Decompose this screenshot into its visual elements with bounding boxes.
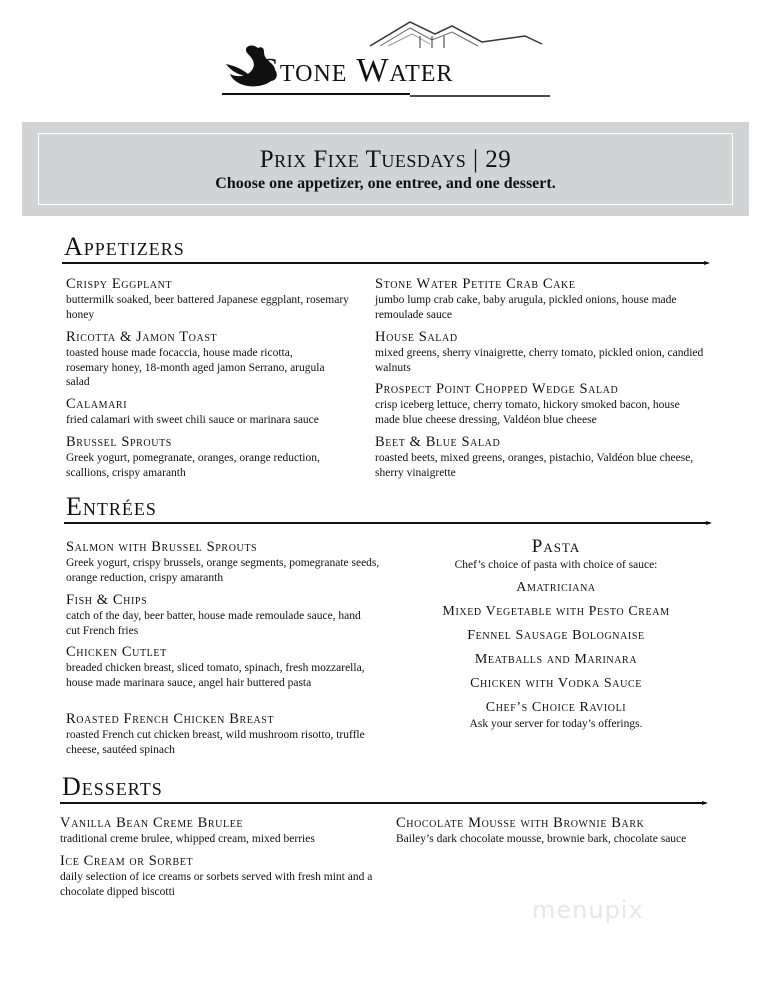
item-description: Bailey’s dark chocolate mousse, brownie bark, chocolate sauce — [396, 833, 687, 845]
menu-item — [375, 276, 690, 322]
pasta-option: Fennel Sausage Bolognaise — [467, 628, 645, 643]
pasta-title: Pasta — [531, 536, 581, 557]
desserts-heading: Desserts — [62, 772, 163, 801]
menu-item — [375, 381, 695, 427]
item-description: jumbo lump crab cake, baby arugula, pickled onions, house made remoulade sauce — [375, 294, 677, 321]
item-name: Brussel Sprouts — [66, 434, 172, 450]
pasta-option: Chicken with Vodka Sauce — [470, 676, 642, 691]
pasta-note: Ask your server for today’s offerings. — [469, 718, 643, 730]
pasta-option: Mixed Vegetable with Pesto Cream — [442, 604, 670, 619]
item-name: Roasted French Chicken Breast — [66, 711, 275, 727]
pasta-option: Chef’s Choice Ravioli — [485, 700, 627, 715]
item-name: Crispy Eggplant — [66, 276, 173, 292]
menu-item — [66, 592, 371, 638]
menu-item — [375, 329, 705, 375]
item-description: roasted French cut chicken breast, wild mushroom risotto, truffle cheese, sautéed spinach — [66, 729, 365, 756]
item-name: Chicken Cutlet — [66, 644, 167, 660]
item-name: Beet & Blue Salad — [375, 434, 501, 450]
menu-item — [60, 853, 385, 899]
menu-item — [66, 396, 366, 428]
item-description: Greek yogurt, pomegranate, oranges, orange reduction, scallions, crispy amaranth — [66, 452, 320, 479]
stone-water-logo — [220, 14, 555, 104]
menu-item — [60, 815, 380, 847]
item-name: Prospect Point Chopped Wedge Salad — [375, 381, 619, 397]
item-name: Vanilla Bean Creme Brulee — [60, 815, 244, 831]
pasta-subtitle: Chef’s choice of pasta with choice of sauce: — [454, 559, 658, 571]
appetizers-rule — [62, 262, 708, 264]
item-name: Calamari — [66, 396, 128, 412]
item-description: crisp iceberg lettuce, cherry tomato, hickory smoked bacon, house made blue cheese dressing, Valdéon blue cheese — [375, 399, 680, 426]
menu-item — [66, 434, 361, 480]
item-name: Salmon with Brussel Sprouts — [66, 539, 258, 555]
item-name: Chocolate Mousse with Brownie Bark — [396, 815, 645, 831]
item-name: Fish & Chips — [66, 592, 148, 608]
item-description: breaded chicken breast, sliced tomato, spinach, fresh mozzarella, house made marinara sauce, angel hair buttered pasta — [66, 662, 365, 689]
item-description: catch of the day, beer batter, house made remoulade sauce, hand cut French fries — [66, 610, 361, 637]
desserts-rule — [60, 802, 706, 804]
item-description: fried calamari with sweet chili sauce or marinara sauce — [66, 414, 319, 426]
pasta-option: Meatballs and Marinara — [474, 652, 638, 667]
banner-subtitle: Choose one appetizer, one entree, and one dessert. — [215, 175, 556, 192]
item-name: Ricotta & Jamon Toast — [66, 329, 218, 345]
menu-item — [66, 644, 376, 690]
menu-item — [66, 329, 326, 390]
appetizers-heading: Appetizers — [64, 232, 185, 261]
banner-title: Prix Fixe Tuesdays | 29 — [259, 146, 512, 173]
item-description: traditional creme brulee, whipped cream, mixed berries — [60, 833, 315, 845]
menu-item — [375, 434, 700, 480]
pasta-section — [420, 536, 692, 731]
menu-item — [66, 539, 386, 585]
item-description: buttermilk soaked, beer battered Japanese eggplant, rosemary honey — [66, 294, 349, 321]
item-description: Greek yogurt, crispy brussels, orange segments, pomegranate seeds, orange reduction, crispy amaranth — [66, 557, 380, 584]
brand-name: Stone Water — [260, 52, 454, 89]
entrees-rule — [64, 522, 710, 524]
item-name: Stone Water Petite Crab Cake — [375, 276, 576, 292]
item-description: mixed greens, sherry vinaigrette, cherry tomato, pickled onion, candied walnuts — [375, 347, 704, 374]
prix-fixe-banner — [22, 122, 749, 216]
menupix-watermark: menupix — [532, 896, 644, 924]
item-name: Ice Cream or Sorbet — [60, 853, 194, 869]
item-name: House Salad — [375, 329, 458, 345]
item-description: toasted house made focaccia, house made ricotta, rosemary honey, 18-month aged jamon Serrano, arugula salad — [66, 347, 325, 388]
menu-item — [66, 711, 371, 757]
item-description: roasted beets, mixed greens, oranges, pistachio, Valdéon blue cheese, sherry vinaigrette — [375, 452, 694, 479]
menu-item — [66, 276, 356, 322]
entrees-heading: Entrées — [66, 492, 157, 521]
menu-item — [396, 815, 736, 847]
item-description: daily selection of ice creams or sorbets served with fresh mint and a chocolate dipped biscotti — [60, 871, 373, 898]
pasta-option: Amatriciana — [516, 580, 596, 595]
banner-frame — [38, 133, 733, 205]
